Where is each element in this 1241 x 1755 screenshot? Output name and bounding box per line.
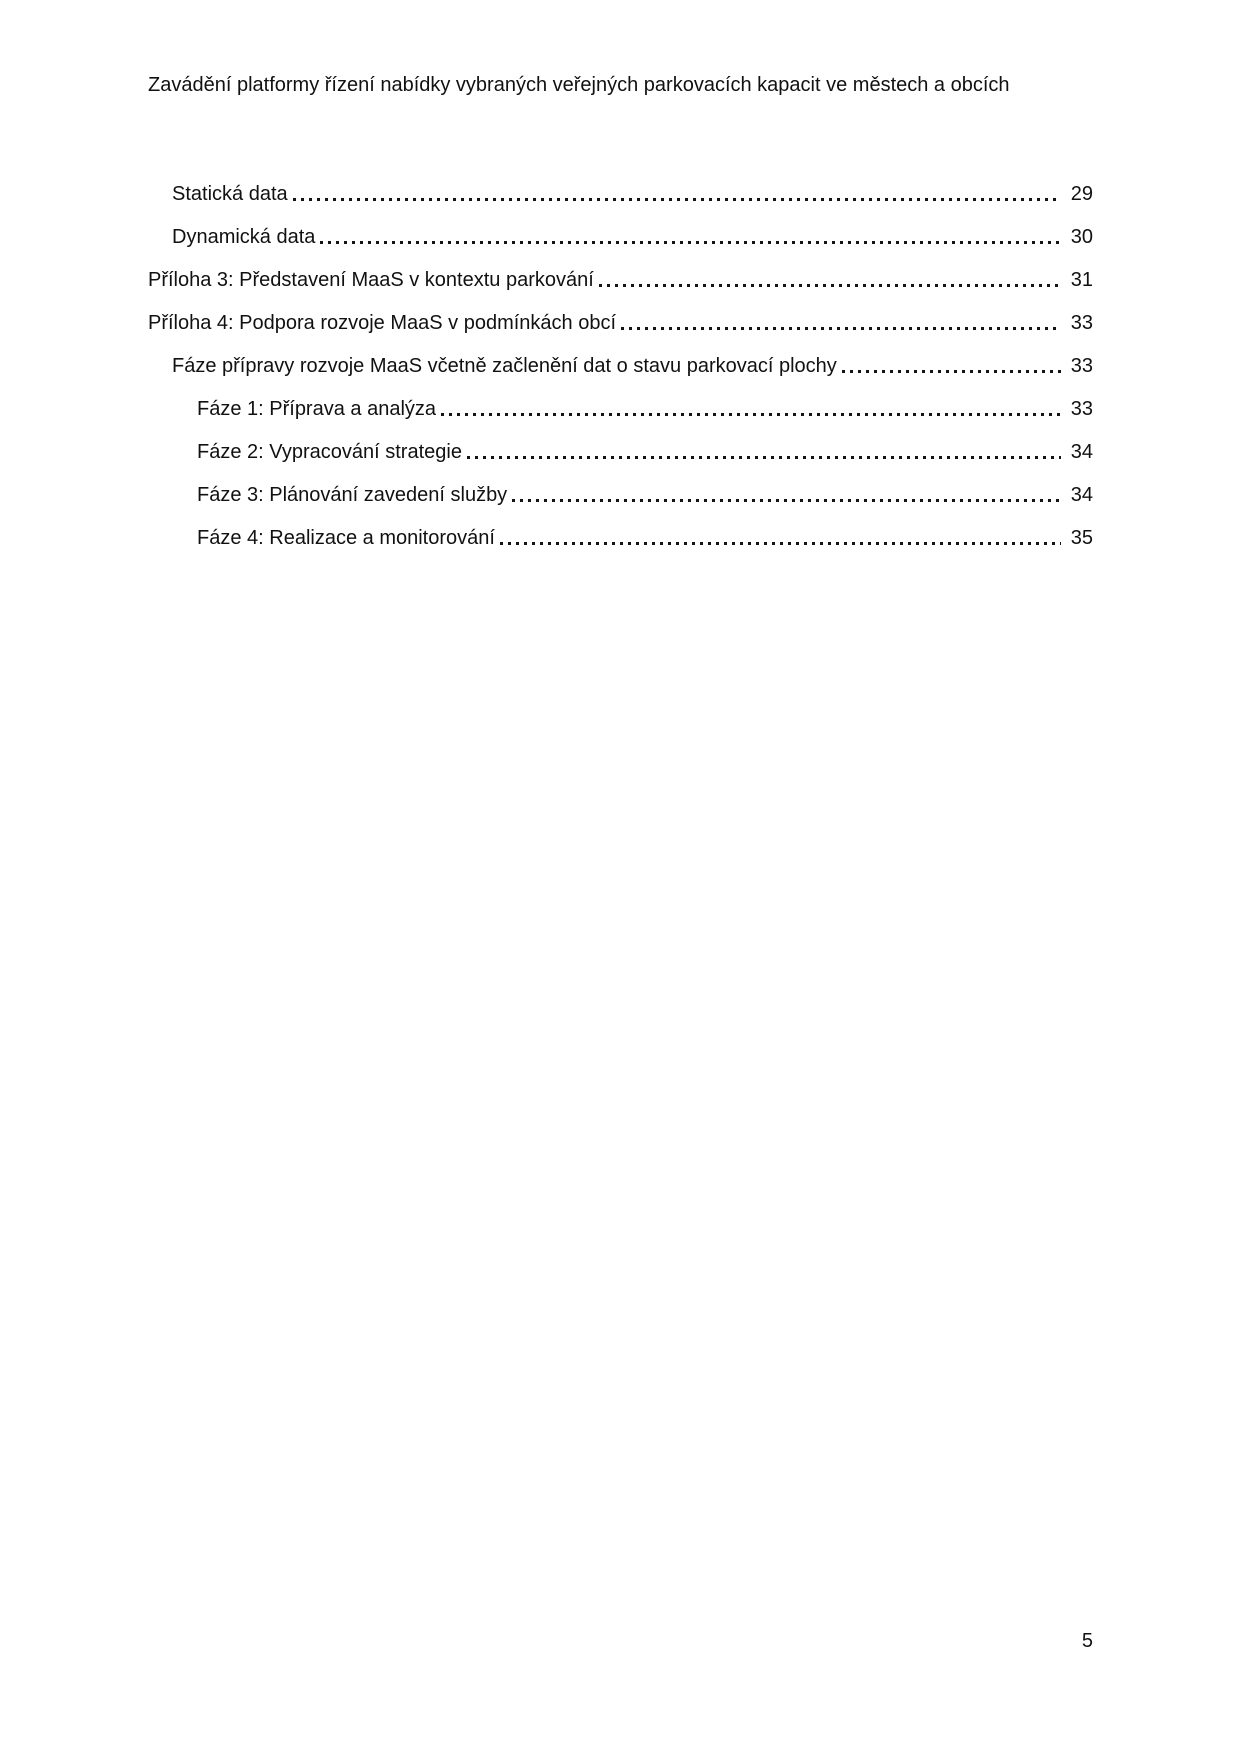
footer-page-number: 5 <box>1081 1630 1093 1652</box>
toc-entry-label: Fáze 2: Vypracování strategie <box>197 441 462 463</box>
toc-entry-page-number: 35 <box>1070 527 1093 549</box>
table-of-contents <box>148 163 1093 550</box>
toc-entry-label: Příloha 3: Představení MaaS v kontextu parkování <box>148 269 594 291</box>
toc-leader-dots <box>842 370 1061 373</box>
toc-entry[interactable] <box>148 421 1093 464</box>
toc-entry[interactable] <box>148 464 1093 507</box>
toc-entry[interactable] <box>148 249 1093 292</box>
toc-entry-page-number: 31 <box>1070 269 1093 291</box>
toc-leader-dots <box>293 198 1061 201</box>
toc-leader-dots <box>500 542 1061 545</box>
toc-entry-page-number: 29 <box>1070 183 1093 205</box>
toc-entry[interactable] <box>148 292 1093 335</box>
toc-entry-label: Fáze přípravy rozvoje MaaS včetně začlenění dat o stavu parkovací plochy <box>172 355 837 377</box>
toc-entry-label: Fáze 1: Příprava a analýza <box>197 398 437 420</box>
toc-entry[interactable] <box>148 206 1093 249</box>
running-header-title: Zavádění platformy řízení nabídky vybraných veřejných parkovacích kapacit ve městech a obcích <box>148 74 1010 96</box>
toc-leader-dots <box>599 284 1061 287</box>
toc-entry-page-number: 34 <box>1070 441 1093 463</box>
toc-leader-dots <box>320 241 1061 244</box>
toc-leader-dots <box>441 413 1061 416</box>
toc-entry-label: Fáze 3: Plánování zavedení služby <box>197 484 508 506</box>
toc-entry[interactable] <box>148 163 1093 206</box>
toc-entry-label: Fáze 4: Realizace a monitorování <box>197 527 495 549</box>
toc-leader-dots <box>467 456 1061 459</box>
toc-leader-dots <box>512 499 1061 502</box>
toc-entry-label: Příloha 4: Podpora rozvoje MaaS v podmínkách obcí <box>148 312 617 334</box>
toc-entry-label: Dynamická data <box>172 226 316 248</box>
toc-entry-page-number: 30 <box>1070 226 1093 248</box>
toc-entry-page-number: 33 <box>1070 355 1093 377</box>
toc-entry-page-number: 33 <box>1070 312 1093 334</box>
toc-entry-label: Statická data <box>172 183 288 205</box>
toc-entry-page-number: 33 <box>1070 398 1093 420</box>
toc-entry-page-number: 34 <box>1070 484 1093 506</box>
toc-entry[interactable] <box>148 507 1093 550</box>
toc-leader-dots <box>621 327 1061 330</box>
toc-entry[interactable] <box>148 378 1093 421</box>
toc-entry[interactable] <box>148 335 1093 378</box>
